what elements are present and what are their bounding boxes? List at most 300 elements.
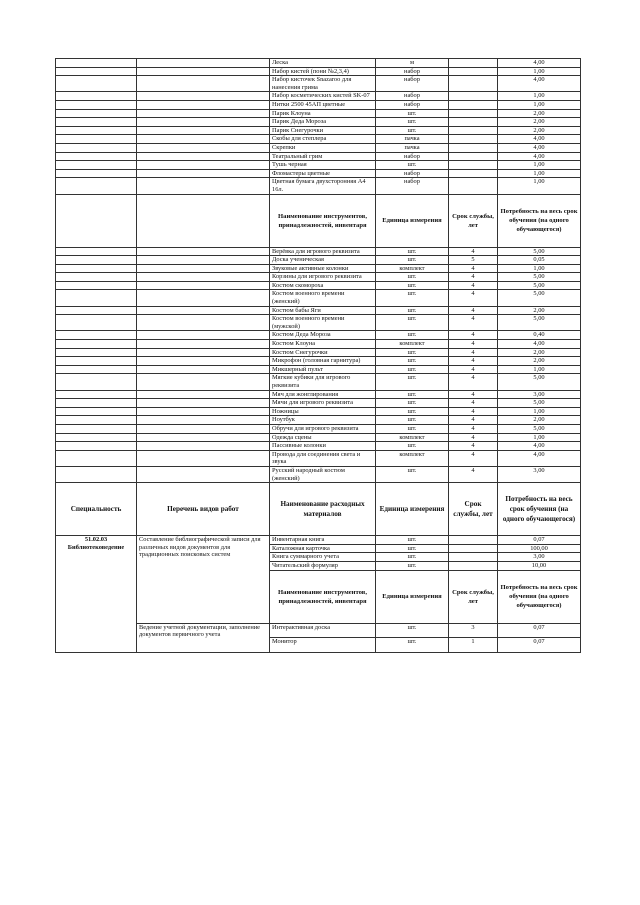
item-life: 4 xyxy=(449,281,498,290)
item-name: Мяч для жонглирования xyxy=(270,390,376,399)
table-row xyxy=(56,135,581,144)
item-life: 4 xyxy=(449,331,498,340)
item-need: 0,40 xyxy=(498,331,581,340)
specialty-cell xyxy=(56,59,137,68)
table-row xyxy=(56,306,581,315)
work-cell xyxy=(137,264,270,273)
work-cell xyxy=(137,348,270,357)
item-life xyxy=(449,118,498,127)
item-unit: набор xyxy=(376,169,449,178)
item-name: Леска xyxy=(270,59,376,68)
item-life: 5 xyxy=(449,256,498,265)
item-need: 3,00 xyxy=(498,553,581,562)
item-life: 4 xyxy=(449,365,498,374)
table-row xyxy=(56,290,581,306)
item-name: Набор косметических кистей SK-07 xyxy=(270,92,376,101)
item-unit: шт. xyxy=(376,290,449,306)
item-need: 1,00 xyxy=(498,100,581,109)
item-unit: комплект xyxy=(376,450,449,466)
specialty-cell xyxy=(56,67,137,76)
work-cell xyxy=(137,399,270,408)
table-row xyxy=(56,390,581,399)
item-unit: набор xyxy=(376,178,449,194)
work-cell xyxy=(137,365,270,374)
item-life: 4 xyxy=(449,466,498,482)
item-name: Корзины для игрового реквизита xyxy=(270,273,376,282)
item-need: 5,00 xyxy=(498,424,581,433)
table-row xyxy=(56,273,581,282)
work-cell xyxy=(137,424,270,433)
work-cell xyxy=(137,92,270,101)
specialty-cell xyxy=(56,126,137,135)
table-row xyxy=(56,331,581,340)
item-need: 1,00 xyxy=(498,365,581,374)
header-unit: Единица измерения xyxy=(376,570,449,623)
item-life: 4 xyxy=(449,290,498,306)
item-name: Парик Снегурочки xyxy=(270,126,376,135)
item-need: 2,00 xyxy=(498,126,581,135)
specialty-cell xyxy=(56,416,137,425)
item-need: 10,00 xyxy=(498,561,581,570)
work-cell xyxy=(137,357,270,366)
specialty-cell xyxy=(56,92,137,101)
work-description: Составление библиографической записи для различных видов документов для традиционных поисковых систем xyxy=(137,536,270,623)
work-cell xyxy=(137,59,270,68)
item-name: Нитки 2500 45АП цветные xyxy=(270,100,376,109)
header-need: Потребность на весь срок обучения (на одного обучающегося) xyxy=(498,570,581,623)
item-unit: шт. xyxy=(376,281,449,290)
item-need: 5,00 xyxy=(498,247,581,256)
item-unit: шт. xyxy=(376,442,449,451)
table-row xyxy=(56,161,581,170)
item-name: Тушь черная xyxy=(270,161,376,170)
table-row xyxy=(56,340,581,349)
item-need: 4,00 xyxy=(498,143,581,152)
table-row xyxy=(56,374,581,390)
item-need: 5,00 xyxy=(498,273,581,282)
item-unit: шт. xyxy=(376,407,449,416)
item-life: 4 xyxy=(449,315,498,331)
item-life xyxy=(449,143,498,152)
item-unit: шт. xyxy=(376,331,449,340)
item-name: Театральный грим xyxy=(270,152,376,161)
item-name: Мягкие кубики для игрового реквизита xyxy=(270,374,376,390)
table-row xyxy=(56,126,581,135)
item-name: Доска ученическая xyxy=(270,256,376,265)
specialty-cell xyxy=(56,424,137,433)
work-cell xyxy=(137,256,270,265)
item-need: 5,00 xyxy=(498,399,581,408)
specialty-cell xyxy=(56,357,137,366)
item-name: Книга суммарного учета xyxy=(270,553,376,562)
table-row xyxy=(56,92,581,101)
item-name: Набор кистей (пони №2,3,4) xyxy=(270,67,376,76)
item-name: Парик Клоуна xyxy=(270,109,376,118)
table-row xyxy=(56,348,581,357)
header-life: Срок службы, лет xyxy=(449,194,498,247)
item-need: 4,00 xyxy=(498,76,581,92)
item-need: 5,00 xyxy=(498,315,581,331)
item-unit: шт. xyxy=(376,544,449,553)
item-life xyxy=(449,76,498,92)
item-unit: шт. xyxy=(376,623,449,638)
item-name: Ножницы xyxy=(270,407,376,416)
main-header-materials: Наименование расходных материалов xyxy=(270,483,376,536)
item-unit: набор xyxy=(376,100,449,109)
item-need: 2,00 xyxy=(498,118,581,127)
item-name: Костюм военного времени (мужской) xyxy=(270,315,376,331)
table-row xyxy=(56,365,581,374)
item-unit: шт. xyxy=(376,315,449,331)
item-name: Мячи для игрового реквизита xyxy=(270,399,376,408)
header-life: Срок службы, лет xyxy=(449,570,498,623)
item-name: Фломастеры цветные xyxy=(270,169,376,178)
work-cell xyxy=(137,247,270,256)
item-name: Одежда сцены xyxy=(270,433,376,442)
specialty-cell xyxy=(56,442,137,451)
work-cell xyxy=(137,109,270,118)
specialty-cell xyxy=(56,331,137,340)
work-cell xyxy=(137,340,270,349)
item-name: Парик Деда Мороза xyxy=(270,118,376,127)
work-cell xyxy=(137,161,270,170)
item-need: 1,00 xyxy=(498,407,581,416)
specialty-cell xyxy=(56,348,137,357)
table-row xyxy=(56,59,581,68)
item-life xyxy=(449,544,498,553)
table-row xyxy=(56,247,581,256)
table-row xyxy=(56,109,581,118)
table-row xyxy=(56,407,581,416)
work-cell xyxy=(137,126,270,135)
item-unit: набор xyxy=(376,92,449,101)
table-row xyxy=(56,433,581,442)
item-need: 2,00 xyxy=(498,416,581,425)
main-header-life: Срок службы, лет xyxy=(449,483,498,536)
work-cell xyxy=(137,118,270,127)
work-cell xyxy=(137,442,270,451)
item-name: Инвентарная книга xyxy=(270,536,376,545)
item-unit: шт. xyxy=(376,365,449,374)
item-need: 4,00 xyxy=(498,442,581,451)
work-cell xyxy=(137,466,270,482)
specialty-cell xyxy=(56,466,137,482)
item-life: 4 xyxy=(449,348,498,357)
item-life xyxy=(449,135,498,144)
specialty-cell xyxy=(56,374,137,390)
item-name: Костюм скомороха xyxy=(270,281,376,290)
specialty-cell xyxy=(56,306,137,315)
item-unit: шт. xyxy=(376,416,449,425)
equipment-table xyxy=(55,58,581,653)
header-unit: Единица измерения xyxy=(376,194,449,247)
item-need: 1,00 xyxy=(498,169,581,178)
item-need: 1,00 xyxy=(498,433,581,442)
item-unit: шт. xyxy=(376,399,449,408)
item-life xyxy=(449,100,498,109)
item-unit: комплект xyxy=(376,340,449,349)
item-unit: комплект xyxy=(376,264,449,273)
item-life xyxy=(449,561,498,570)
item-unit: комплект xyxy=(376,433,449,442)
specialty-cell xyxy=(56,450,137,466)
item-name: Провода для соединения света и звука xyxy=(270,450,376,466)
item-need: 5,00 xyxy=(498,374,581,390)
item-name: Ноутбук xyxy=(270,416,376,425)
specialty-code: 51.02.03 xyxy=(84,536,108,544)
item-need: 4,00 xyxy=(498,59,581,68)
item-life xyxy=(449,169,498,178)
item-unit: набор xyxy=(376,67,449,76)
work-cell xyxy=(137,407,270,416)
header-name: Наименование инструментов, принадлежностей, инвентаря xyxy=(270,570,376,623)
specialty-cell xyxy=(56,169,137,178)
work-cell xyxy=(137,306,270,315)
item-name: Набор кисточек Snazaroo для нанесения грима xyxy=(270,76,376,92)
item-name: Цветная бумага двухсторонняя А4 16л. xyxy=(270,178,376,194)
item-name: Костюм Клоуна xyxy=(270,340,376,349)
item-unit: шт. xyxy=(376,306,449,315)
item-life xyxy=(449,109,498,118)
item-life xyxy=(449,161,498,170)
item-need: 1,00 xyxy=(498,67,581,76)
specialty-cell xyxy=(56,433,137,442)
item-unit: шт. xyxy=(376,109,449,118)
item-unit: шт. xyxy=(376,161,449,170)
item-unit: набор xyxy=(376,152,449,161)
item-life: 4 xyxy=(449,450,498,466)
work-cell xyxy=(137,290,270,306)
work-cell xyxy=(137,281,270,290)
specialty-cell xyxy=(56,118,137,127)
specialty-cell xyxy=(56,365,137,374)
table-row xyxy=(56,399,581,408)
item-name: Костюм Деда Мороза xyxy=(270,331,376,340)
item-life: 4 xyxy=(449,390,498,399)
table-row xyxy=(56,281,581,290)
item-name: Костюм Снегурочки xyxy=(270,348,376,357)
table-row xyxy=(56,152,581,161)
specialty-cell xyxy=(56,536,137,652)
item-need: 1,00 xyxy=(498,178,581,194)
item-life: 4 xyxy=(449,424,498,433)
item-unit: шт. xyxy=(376,553,449,562)
item-name: Читательский формуляр xyxy=(270,561,376,570)
item-unit: шт. xyxy=(376,357,449,366)
item-name: Каталожная карточка xyxy=(270,544,376,553)
item-name: Русский народный костюм (женский) xyxy=(270,466,376,482)
item-need: 0,07 xyxy=(498,536,581,545)
item-unit: шт. xyxy=(376,561,449,570)
table-row xyxy=(56,256,581,265)
work-cell xyxy=(137,416,270,425)
item-life: 4 xyxy=(449,374,498,390)
specialty-cell xyxy=(56,390,137,399)
item-life xyxy=(449,178,498,194)
document xyxy=(55,58,580,653)
work-cell xyxy=(137,374,270,390)
item-unit: шт. xyxy=(376,466,449,482)
item-need: 5,00 xyxy=(498,290,581,306)
main-header-works: Перечень видов работ xyxy=(137,483,270,536)
item-name: Костюм военного времени (женский) xyxy=(270,290,376,306)
table-row xyxy=(56,264,581,273)
table-row xyxy=(56,315,581,331)
table-row xyxy=(56,442,581,451)
item-name: Микрофон (головная гарнитура) xyxy=(270,357,376,366)
work-cell xyxy=(137,315,270,331)
specialty-cell xyxy=(56,315,137,331)
section-header-row xyxy=(56,194,581,247)
specialty-cell xyxy=(56,194,137,247)
item-need: 4,00 xyxy=(498,450,581,466)
specialty-cell xyxy=(56,76,137,92)
table-row xyxy=(56,143,581,152)
table-row xyxy=(56,67,581,76)
specialty-cell xyxy=(56,407,137,416)
table-row xyxy=(56,178,581,194)
work-cell xyxy=(137,135,270,144)
work-cell xyxy=(137,67,270,76)
specialty-cell xyxy=(56,256,137,265)
item-life xyxy=(449,553,498,562)
work-cell xyxy=(137,433,270,442)
specialty-cell xyxy=(56,100,137,109)
item-life: 4 xyxy=(449,340,498,349)
item-unit: пачка xyxy=(376,135,449,144)
item-need: 4,00 xyxy=(498,152,581,161)
main-header-row xyxy=(56,483,581,536)
item-unit: шт. xyxy=(376,247,449,256)
item-unit: шт. xyxy=(376,424,449,433)
item-life: 4 xyxy=(449,407,498,416)
item-unit: шт. xyxy=(376,118,449,127)
item-life: 4 xyxy=(449,433,498,442)
work-cell xyxy=(137,450,270,466)
work-cell xyxy=(137,331,270,340)
item-name: Монитор xyxy=(270,638,376,653)
item-need: 3,00 xyxy=(498,466,581,482)
item-unit: пачка xyxy=(376,143,449,152)
work-cell xyxy=(137,194,270,247)
item-need: 4,00 xyxy=(498,340,581,349)
specialty-cell xyxy=(56,340,137,349)
item-life: 1 xyxy=(449,638,498,653)
header-need: Потребность на весь срок обучения (на одного обучающегося) xyxy=(498,194,581,247)
item-name: Звуковые активные колонки xyxy=(270,264,376,273)
header-name: Наименование инструментов, принадлежностей, инвентаря xyxy=(270,194,376,247)
item-name: Интерактивная доска xyxy=(270,623,376,638)
specialty-cell xyxy=(56,178,137,194)
item-unit: шт. xyxy=(376,638,449,653)
item-unit: м xyxy=(376,59,449,68)
work-cell xyxy=(137,143,270,152)
item-unit: шт. xyxy=(376,273,449,282)
specialty-cell xyxy=(56,247,137,256)
table-row xyxy=(56,76,581,92)
item-need: 0,05 xyxy=(498,256,581,265)
item-life xyxy=(449,152,498,161)
specialty-cell xyxy=(56,273,137,282)
main-header-specialty: Специальность xyxy=(56,483,137,536)
item-name: Микшерный пульт xyxy=(270,365,376,374)
item-name: Костюм бабы Яги xyxy=(270,306,376,315)
item-need: 2,00 xyxy=(498,348,581,357)
table-row xyxy=(56,169,581,178)
item-life: 4 xyxy=(449,247,498,256)
item-life: 4 xyxy=(449,357,498,366)
item-need: 5,00 xyxy=(498,281,581,290)
item-need: 4,00 xyxy=(498,135,581,144)
item-unit: шт. xyxy=(376,126,449,135)
table-row xyxy=(56,466,581,482)
item-name: Обручи для игрового реквизита xyxy=(270,424,376,433)
item-life: 4 xyxy=(449,399,498,408)
item-need: 0,07 xyxy=(498,623,581,638)
item-life xyxy=(449,126,498,135)
item-unit: шт. xyxy=(376,374,449,390)
table-row xyxy=(56,118,581,127)
item-need: 1,00 xyxy=(498,92,581,101)
item-unit: шт. xyxy=(376,390,449,399)
item-need: 1,00 xyxy=(498,264,581,273)
specialty-cell xyxy=(56,264,137,273)
specialty-cell xyxy=(56,161,137,170)
specialty-cell xyxy=(56,109,137,118)
work-cell xyxy=(137,76,270,92)
table-row xyxy=(56,450,581,466)
item-unit: шт. xyxy=(376,256,449,265)
specialty-name: Библиотековедение xyxy=(67,543,125,551)
item-name: Скрепки xyxy=(270,143,376,152)
work-cell xyxy=(137,273,270,282)
work-description: Ведение учетной документации, заполнение документов первичного учета xyxy=(137,623,270,652)
item-need: 0,07 xyxy=(498,638,581,653)
item-life: 4 xyxy=(449,273,498,282)
item-need: 1,00 xyxy=(498,161,581,170)
item-life xyxy=(449,67,498,76)
table-row xyxy=(56,536,581,545)
item-need: 3,00 xyxy=(498,390,581,399)
item-life: 4 xyxy=(449,416,498,425)
specialty-cell xyxy=(56,143,137,152)
item-life xyxy=(449,59,498,68)
item-need: 2,00 xyxy=(498,306,581,315)
work-cell xyxy=(137,169,270,178)
specialty-cell xyxy=(56,152,137,161)
item-name: Пассивные колонки xyxy=(270,442,376,451)
item-unit: шт. xyxy=(376,536,449,545)
specialty-cell xyxy=(56,399,137,408)
work-cell xyxy=(137,100,270,109)
item-need: 2,00 xyxy=(498,109,581,118)
work-cell xyxy=(137,152,270,161)
item-unit: набор xyxy=(376,76,449,92)
item-life: 4 xyxy=(449,264,498,273)
item-need: 100,00 xyxy=(498,544,581,553)
item-life xyxy=(449,536,498,545)
item-life xyxy=(449,92,498,101)
item-unit: шт. xyxy=(376,348,449,357)
table-row xyxy=(56,357,581,366)
item-need: 2,00 xyxy=(498,357,581,366)
work-cell xyxy=(137,390,270,399)
item-life: 4 xyxy=(449,306,498,315)
item-life: 4 xyxy=(449,442,498,451)
specialty-cell xyxy=(56,135,137,144)
specialty-cell xyxy=(56,281,137,290)
main-header-need: Потребность на весь срок обучения (на одного обучающегося) xyxy=(498,483,581,536)
